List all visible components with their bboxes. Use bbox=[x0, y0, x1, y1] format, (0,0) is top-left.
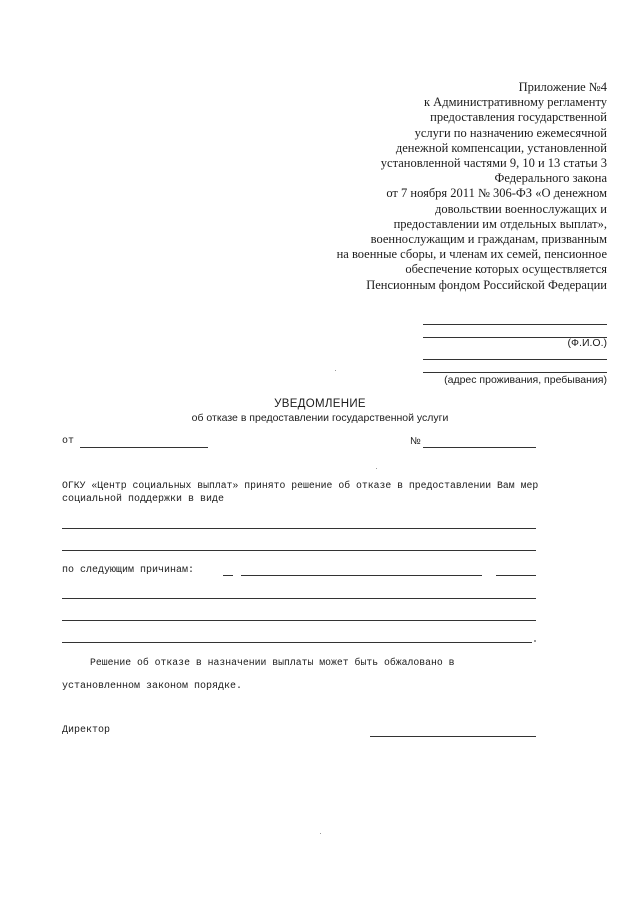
decision-text-line-2: социальной поддержки в виде bbox=[62, 494, 225, 505]
reasons-line-4[interactable] bbox=[62, 642, 532, 643]
appendix-line: Федерального закона bbox=[494, 171, 607, 186]
reasons-line-2[interactable] bbox=[62, 598, 536, 599]
scan-speck bbox=[320, 833, 321, 834]
support-type-line-2[interactable] bbox=[62, 550, 536, 551]
appeal-text-line-2: установленном законом порядке. bbox=[62, 681, 243, 692]
number-field[interactable] bbox=[423, 447, 536, 448]
appendix-line: установленной частями 9, 10 и 13 статьи 3 bbox=[380, 156, 607, 171]
reasons-line-3[interactable] bbox=[62, 620, 536, 621]
signature-line[interactable] bbox=[370, 736, 536, 737]
appendix-line: предоставления государственной bbox=[430, 110, 607, 125]
appendix-line: Приложение №4 bbox=[518, 80, 607, 94]
date-field[interactable] bbox=[80, 447, 208, 448]
scan-speck bbox=[376, 468, 377, 469]
date-label: от bbox=[62, 436, 75, 447]
appeal-text-line-1: Решение об отказе в назначении выплаты может быть обжаловано в bbox=[90, 657, 455, 668]
appendix-line: услуги по назначению ежемесячной bbox=[414, 125, 607, 140]
appendix-line: к Административному регламенту bbox=[423, 95, 607, 110]
appendix-line: от 7 ноября 2011 № 306-ФЗ «О денежном bbox=[386, 186, 607, 201]
reasons-line-1a[interactable] bbox=[223, 575, 233, 576]
appendix-line: Пенсионным фондом Российской Федерации bbox=[366, 277, 607, 292]
number-label: № bbox=[410, 436, 421, 447]
scan-speck bbox=[335, 370, 336, 371]
reasons-line-1b[interactable] bbox=[241, 575, 482, 576]
appendix-header bbox=[277, 80, 607, 293]
support-type-line-1[interactable] bbox=[62, 528, 536, 529]
reasons-line-1c[interactable] bbox=[496, 575, 536, 576]
appendix-line: на военные сборы, и членам их семей, пенсионное bbox=[336, 247, 607, 262]
reasons-end-period bbox=[534, 640, 536, 642]
appendix-line: обеспечение которых осуществляется bbox=[405, 262, 607, 277]
address-caption: (адрес проживания, пребывания) bbox=[444, 374, 607, 386]
appendix-line: денежной компенсации, установленной bbox=[395, 140, 607, 155]
fio-caption: (Ф.И.О.) bbox=[567, 337, 607, 349]
notice-title: УВЕДОМЛЕНИЕ bbox=[274, 398, 366, 410]
reasons-label: по следующим причинам: bbox=[62, 565, 195, 576]
appendix-line: довольствии военнослужащих и bbox=[434, 201, 607, 216]
recipient-fio-line-1[interactable] bbox=[423, 324, 607, 325]
appendix-line: военнослужащим и гражданам, призванным bbox=[370, 232, 607, 247]
recipient-address-line-1[interactable] bbox=[423, 359, 607, 360]
notice-subtitle: об отказе в предоставлении государственной услуги bbox=[191, 412, 449, 424]
recipient-address-line-2[interactable] bbox=[423, 372, 607, 373]
signature-role: Директор bbox=[62, 725, 111, 736]
decision-text-line-1: ОГКУ «Центр социальных выплат» принято решение об отказе в предоставлении Вам мер bbox=[62, 480, 539, 491]
appendix-line: предоставлении им отдельных выплат», bbox=[393, 216, 607, 231]
